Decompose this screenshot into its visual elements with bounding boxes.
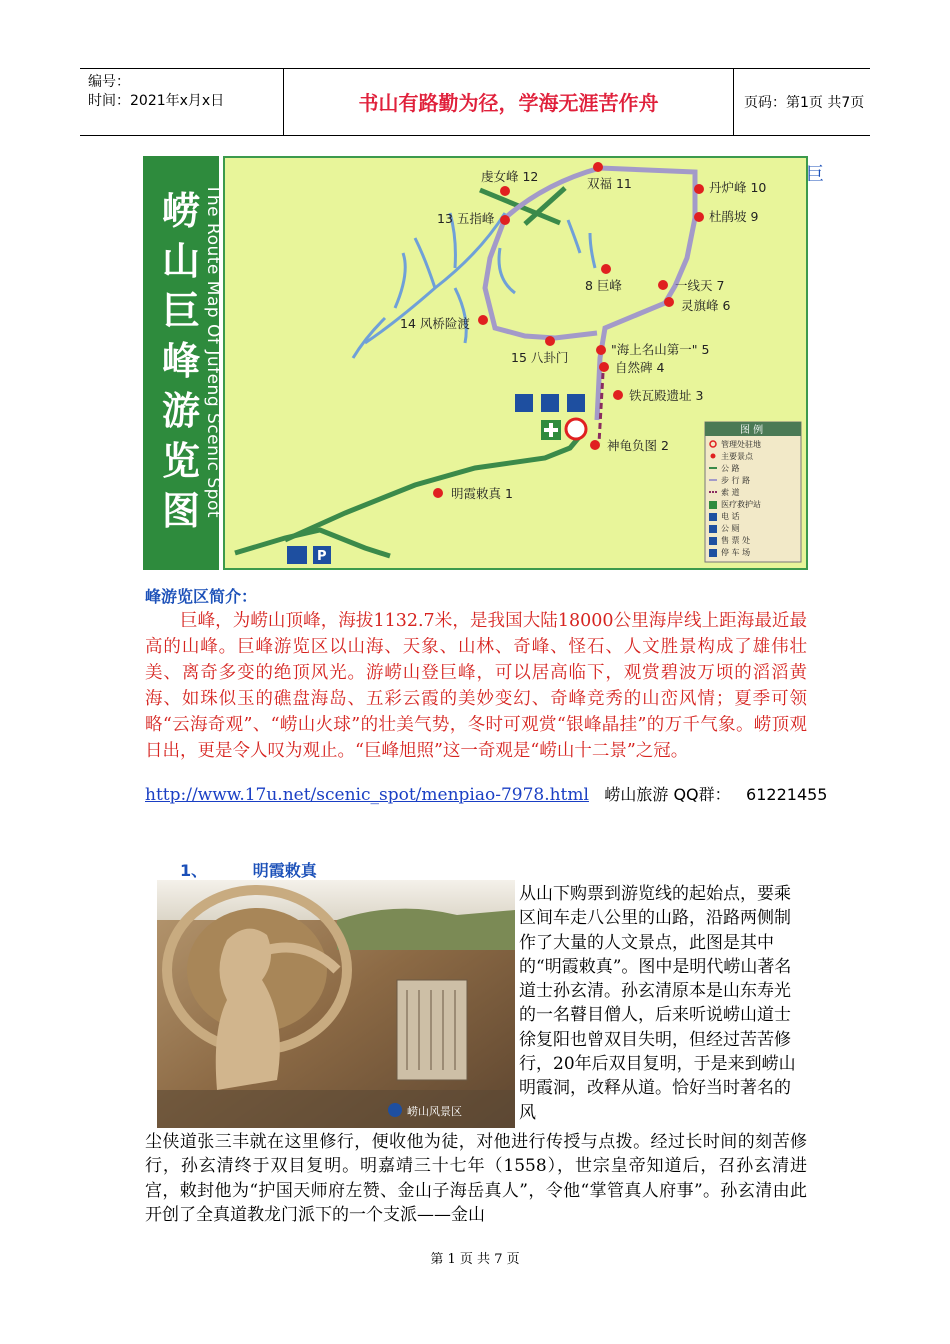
- spot-label: 13 五指峰: [437, 211, 495, 226]
- spot-label: 8 巨峰: [585, 278, 622, 293]
- map-canvas: [223, 156, 808, 570]
- time-label: 时间：2021年x月x日: [88, 93, 225, 109]
- item-text-full: 尘侠道张三丰就在这里修行，便收他为徒，对他进行传授与点拨。经过长时间的刻苦修行，孙玄清终于双目复明。明嘉靖三十七年（1558），世宗皇帝知道后，召孙玄清进宫，敕封他为“护国天师府左赞、金山子海岳真人”，令他“掌管真人府事”。孙玄清由此开创了全真道教龙门派下的一个支派——金山: [145, 1132, 807, 1225]
- number-label: 编号：: [88, 74, 130, 90]
- header-meta: [80, 69, 284, 135]
- spot-label: 14 风桥险渡: [400, 316, 470, 331]
- ticket-icon: [567, 394, 585, 412]
- svg-text:P: P: [317, 549, 327, 564]
- legend-item: 步 行 路: [721, 476, 751, 485]
- spot-label: 神龟负图 2: [607, 438, 669, 453]
- phone-icon: [515, 394, 533, 412]
- side-char: 巨: [806, 164, 824, 185]
- spot-8: [601, 264, 611, 274]
- spot-10: [694, 184, 704, 194]
- route-map: [143, 156, 808, 570]
- legend-item: 停 车 场: [721, 548, 751, 557]
- spot-label: 虔女峰 12: [481, 169, 539, 184]
- intro-title: 峰游览区简介：: [145, 587, 258, 606]
- management-icon: [566, 419, 586, 439]
- spot-label: 明霞敕真 1: [451, 486, 513, 501]
- spot-label: 双福 11: [587, 176, 632, 191]
- legend: [705, 422, 801, 562]
- map-title-cn: 崂山巨峰游览图: [161, 189, 200, 533]
- legend-item: 售 票 处: [721, 536, 751, 545]
- legend-item: 公 厕: [721, 524, 740, 533]
- qq-group-label: 崂山旅游 QQ群：: [604, 785, 731, 804]
- legend-item: 索 道: [721, 488, 740, 497]
- spot-6: [664, 297, 674, 307]
- spot-1: [433, 488, 443, 498]
- cable-icon: [287, 546, 307, 564]
- map-title-en: The Route Map Of Jufeng Scenic Spot: [203, 184, 223, 519]
- spot-label: 灵旗峰 6: [681, 298, 731, 313]
- scenic-link[interactable]: http://www.17u.net/scenic_spot/menpiao-7978.html: [145, 785, 589, 805]
- spot-3: [613, 390, 623, 400]
- link-line: [145, 782, 828, 805]
- spot-2: [590, 440, 600, 450]
- relief-photo: [157, 880, 515, 1128]
- spot-label: "海上名山第一" 5: [611, 342, 710, 357]
- toilet-icon: [541, 394, 559, 412]
- spot-label: 丹炉峰 10: [709, 180, 767, 195]
- header-table: [80, 68, 870, 136]
- spot-9: [694, 212, 704, 222]
- spot-11: [593, 162, 603, 172]
- spot-15: [545, 336, 555, 346]
- legend-item: 管理处驻地: [721, 440, 761, 449]
- legend-item: 电 话: [721, 512, 740, 521]
- spot-4: [599, 362, 609, 372]
- spot-label: 铁瓦殿遗址 3: [629, 388, 704, 403]
- item-number: 1、: [180, 861, 208, 880]
- spot-13: [500, 215, 510, 225]
- motto: 书山有路勤为径，学海无涯苦作舟: [284, 69, 734, 135]
- spot-12: [500, 186, 510, 196]
- walking-route: [485, 168, 695, 420]
- page-label: 页码：第1页 共7页: [744, 95, 865, 111]
- map-svg: [225, 158, 806, 568]
- photo-caption: 崂山风景区: [407, 1105, 462, 1118]
- item-text-right: 从山下购票到游览线的起始点，要乘区间车走八公里的山路，沿路两侧制作了大量的人文景点，此图是其中的“明霞敕真”。图中是明代崂山著名道士孙玄清。孙玄清原本是山东寿光的一名瞽目僧人，后来听说崂山道士徐复阳也曾双目失明，但经过苦苦修行，20年后双目复明，于是来到崂山明霞洞，改释从道。恰好当时著名的风: [519, 884, 796, 1123]
- road: [235, 188, 585, 556]
- spot-5: [596, 345, 606, 355]
- spot-label: 杜鹃坡 9: [709, 209, 759, 224]
- legend-item: 医疗救护站: [721, 500, 761, 509]
- legend-title: 图 例: [740, 425, 764, 436]
- spot-label: 15 八卦门: [511, 350, 569, 365]
- spot-14: [478, 315, 488, 325]
- qq-number: 61221455: [746, 785, 828, 804]
- item-heading: [180, 858, 317, 881]
- intro-text: [145, 608, 807, 764]
- legend-item: 公 路: [721, 464, 740, 473]
- spot-label: 一线天 7: [675, 278, 725, 293]
- intro-paragraph: 巨峰，为崂山顶峰，海拔1132.7米，是我国大陆18000公里海岸线上距海最近最高的山峰。巨峰游览区以山海、天象、山林、奇峰、怪石、人文胜景构成了雄伟壮美、离奇多变的绝顶风光。游崂山登巨峰，可以居高临下，观赏碧波万顷的滔滔黄海、如珠似玉的礁盘海岛、五彩云霞的美妙变幻、奇峰竞秀的山峦风情；夏季可领略“云海奇观”、“崂山火球”的壮美气势，冬时可观赏“银峰晶挂”的万千气象。崂顶观日出，更是令人叹为观止。“巨峰旭照”这一奇观是“崂山十二景”之冠。: [145, 611, 807, 761]
- legend-item: 主要景点: [721, 452, 753, 461]
- item-title: 明霞敕真: [252, 861, 317, 880]
- page-footer: 第 1 页 共 7 页: [430, 1252, 520, 1267]
- spot-7: [658, 280, 668, 290]
- spot-label: 自然碑 4: [615, 360, 665, 375]
